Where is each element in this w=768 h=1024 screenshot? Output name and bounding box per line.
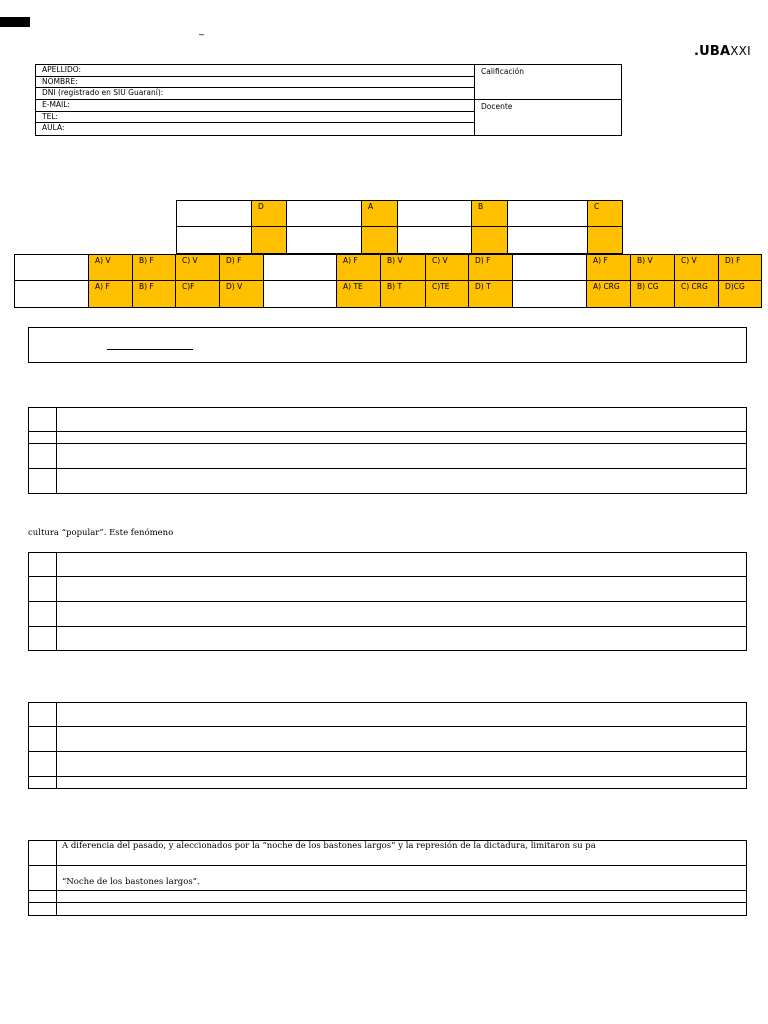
header-dash: _ — [199, 25, 204, 36]
option-row[interactable] — [29, 777, 746, 788]
option-number-cell — [29, 602, 57, 626]
answer-cell: D)CG — [718, 280, 762, 308]
field-nombre[interactable]: NOMBRE: — [36, 77, 474, 89]
answer-cell: A) V — [88, 254, 133, 281]
instruction-box — [28, 327, 747, 363]
answer-cell: C) V — [175, 254, 220, 281]
field-dni[interactable]: DNI (registrado en SIU Guaraní): — [36, 88, 474, 100]
grid-letter-2: A — [361, 200, 398, 227]
option-number-cell — [29, 903, 57, 915]
answer-cell: B) V — [380, 254, 426, 281]
answer-cell: B) V — [630, 254, 675, 281]
option-text: A diferencia del pasado, y aleccionados por la “noche de los bastones largos” y la represión de la dictadura, limitaron su pa — [62, 841, 596, 851]
field-tel[interactable]: TEL: — [36, 112, 474, 124]
option-number-cell — [29, 627, 57, 650]
answer-cell: A) F — [88, 280, 133, 308]
student-info-table — [35, 64, 622, 136]
answer-cell: C) V — [674, 254, 719, 281]
option-row[interactable] — [29, 752, 746, 777]
student-fields — [36, 65, 475, 135]
grid-letter-3: B — [471, 200, 508, 227]
grid-row-label — [263, 254, 337, 281]
option-number-cell — [29, 444, 57, 468]
answer-cell: D) V — [219, 280, 264, 308]
grid-letter-fill — [361, 226, 398, 254]
option-number-cell — [29, 432, 57, 443]
option-row[interactable] — [29, 903, 746, 915]
option-number-cell — [29, 577, 57, 601]
grid-letter-fill — [587, 226, 623, 254]
answer-cell: A) F — [586, 254, 631, 281]
option-row[interactable] — [29, 703, 746, 727]
option-number-cell — [29, 752, 57, 776]
grid-row-label — [14, 280, 89, 308]
option-row[interactable] — [29, 444, 746, 469]
grid-top-blank — [286, 200, 362, 227]
option-row[interactable] — [29, 408, 746, 432]
option-row[interactable] — [29, 553, 746, 577]
grid-row-label — [512, 254, 587, 281]
underline-blank — [107, 349, 193, 350]
option-number-cell — [29, 703, 57, 726]
option-number-cell — [29, 553, 57, 576]
grid-row-label — [263, 280, 337, 308]
field-apellido[interactable]: APELLIDO: — [36, 65, 474, 77]
uba-xxi-logo: .UBAXXI — [694, 44, 751, 59]
grid-top-blank — [397, 226, 472, 254]
docente-box: Docente — [481, 102, 513, 111]
answer-cell: A) CRG — [586, 280, 631, 308]
question-table-1 — [28, 407, 747, 494]
grid-letter-4: C — [587, 200, 623, 227]
grid-top-blank — [286, 226, 362, 254]
question-table-3 — [28, 702, 747, 789]
option-row[interactable] — [29, 469, 746, 493]
field-email[interactable]: E-MAIL: — [36, 100, 474, 112]
grid-row-label — [14, 254, 89, 281]
option-row[interactable] — [29, 432, 746, 444]
answer-cell: C) CRG — [674, 280, 719, 308]
option-number-cell — [29, 866, 57, 890]
answer-cell: B) T — [380, 280, 426, 308]
grid-top-blank — [507, 226, 588, 254]
answer-cell: B) F — [132, 254, 176, 281]
option-row[interactable] — [29, 602, 746, 627]
option-row[interactable] — [29, 841, 746, 866]
option-number-cell — [29, 777, 57, 788]
grid-row-label — [512, 280, 587, 308]
answer-cell: C) V — [425, 254, 469, 281]
option-text: “Noche de los bastones largos”. — [62, 877, 200, 887]
answer-cell: D) T — [468, 280, 513, 308]
grid-letter-1: D — [251, 200, 287, 227]
question-table-2 — [28, 552, 747, 651]
answer-cell: B) F — [132, 280, 176, 308]
grid-letter-fill — [251, 226, 287, 254]
header-black-bar — [0, 17, 30, 27]
grid-top-blank — [176, 200, 252, 227]
answer-cell: D) F — [219, 254, 264, 281]
option-row[interactable] — [29, 866, 746, 891]
option-number-cell — [29, 841, 57, 865]
option-number-cell — [29, 727, 57, 751]
grid-top-blank — [176, 226, 252, 254]
answer-cell: A) F — [336, 254, 381, 281]
option-row[interactable] — [29, 891, 746, 903]
answer-cell: A) TE — [336, 280, 381, 308]
option-row[interactable] — [29, 627, 746, 650]
grid-letter-fill — [471, 226, 508, 254]
option-row[interactable] — [29, 577, 746, 602]
answer-cell: C)F — [175, 280, 220, 308]
answer-cell: D) F — [718, 254, 762, 281]
answer-cell: D) F — [468, 254, 513, 281]
question-table-4 — [28, 840, 747, 916]
grid-top-blank — [507, 200, 588, 227]
grid-top-blank — [397, 200, 472, 227]
option-number-cell — [29, 469, 57, 493]
grading-box — [475, 65, 621, 135]
option-row[interactable] — [29, 727, 746, 752]
option-number-cell — [29, 408, 57, 431]
field-aula[interactable]: AULA: — [42, 123, 65, 133]
answer-cell: B) CG — [630, 280, 675, 308]
option-number-cell — [29, 891, 57, 902]
calificacion-box: Calificación — [475, 65, 621, 100]
answer-cell: C)TE — [425, 280, 469, 308]
question-2-text: cultura “popular”. Este fenómeno — [28, 528, 174, 538]
